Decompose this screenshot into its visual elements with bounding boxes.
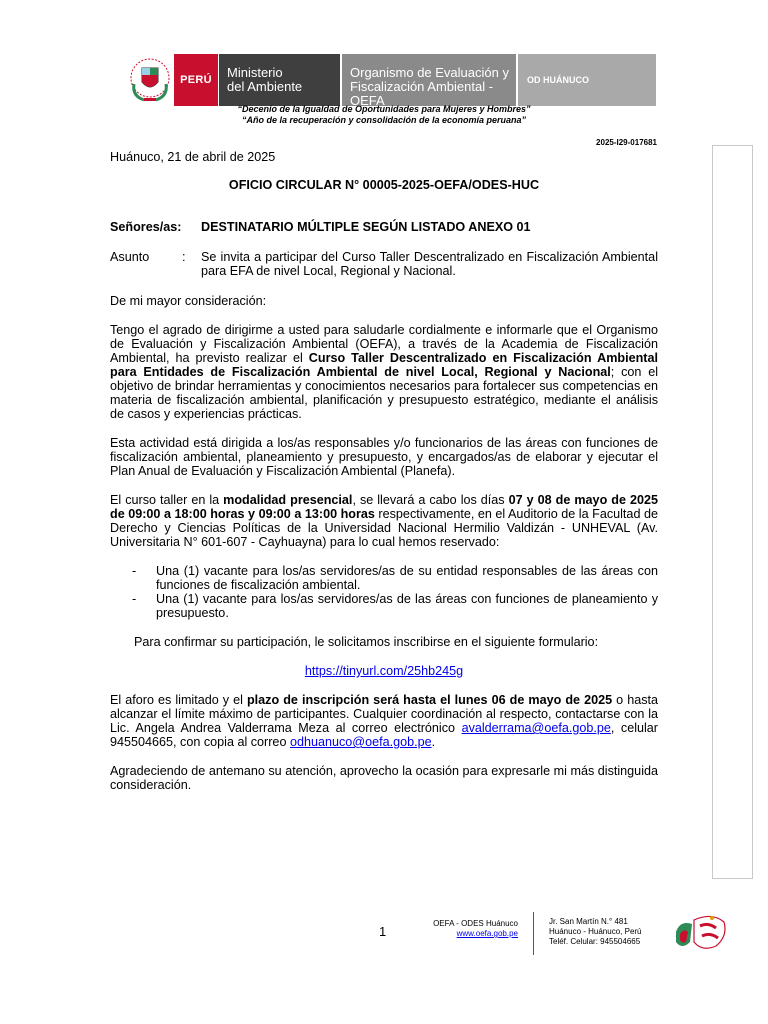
bullet-dash: -: [132, 564, 137, 578]
paragraph-2: Esta actividad está dirigida a los/as responsables y/o funcionarios de las áreas con funciones de fiscalización ambiental, planeamiento y presupuesto, y encargados/as de elaborar y ejecutar el Plan Anual de Evaluación y Fiscalización Ambiental (Planefa).: [110, 436, 658, 478]
coat-of-arms-icon: [128, 54, 172, 106]
paragraph-1: [110, 323, 658, 421]
recipient-row: [110, 220, 658, 234]
list-item-text: Una (1) vacante para los/as servidores/as de las áreas con funciones de planeamiento y presupuesto.: [156, 592, 658, 620]
contact-email-link[interactable]: avalderrama@oefa.gob.pe: [461, 721, 611, 735]
letter-body: [110, 150, 658, 807]
decade-motto: “Decenio de la Igualdad de Oportunidades para Mujeres y Hombres”: [237, 104, 531, 114]
paragraph-3-text-a: El curso taller en la: [110, 493, 224, 507]
subject-colon: :: [182, 250, 186, 264]
peru-label: PERÚ: [174, 54, 218, 106]
website-link[interactable]: www.oefa.gob.pe: [456, 929, 518, 938]
footer-office-block: [360, 919, 518, 939]
list-item-text: Una (1) vacante para los/as servidores/as de su entidad responsables de las áreas con funciones de fiscalización ambiental.: [156, 564, 658, 592]
paragraph-1-text-c: ; con el objetivo de brindar herramientas y conocimientos necesarios para fortalecer sus competencias en materia de fiscalización ambiental, planificación y presupuesto estratégico, mediante el análisis de casos y experiencias prácticas.: [110, 365, 658, 421]
side-panel: [712, 145, 753, 879]
recipient-label: Señores/as:: [110, 220, 182, 234]
ministry-line-2: del Ambiente: [227, 79, 303, 94]
closing: Agradeciendo de antemano su atención, aprovecho la ocasión para expresarle mi más distinguida consideración.: [110, 764, 658, 792]
footer-divider: [533, 912, 534, 955]
course-name: Curso Taller Descentralizado en Fiscalización Ambiental para Entidades de Fiscalización Ambiental de nivel Local, Regional y Nacional: [110, 351, 658, 379]
paragraph-3: [110, 493, 658, 549]
list-item: [110, 592, 658, 620]
registration-deadline: plazo de inscripción será hasta el lunes 06 de mayo de 2025: [246, 693, 613, 707]
paragraph-3-text-c: , se llevará a cabo los días: [352, 493, 509, 507]
recipient-value: DESTINATARIO MÚLTIPLE SEGÚN LISTADO ANEXO 01: [201, 220, 531, 234]
paragraph-1-text-a: Tengo el agrado de dirigirme a usted para saludarle cordialmente e informarle que el Organismo de Evaluación y Fiscalización Ambiental (OEFA), a través de la Academia de Fiscalización Ambiental, ha previsto realizar el: [110, 323, 658, 365]
vacancy-list: [110, 564, 658, 620]
oefa-line-2: Fiscalización Ambiental - OEFA: [350, 79, 494, 108]
list-item: [110, 564, 658, 592]
greeting: De mi mayor consideración:: [110, 294, 267, 308]
page-number: 1: [379, 924, 387, 939]
address-line-1: Jr. San Martín N.° 481: [549, 917, 628, 926]
oefa-line-1: Organismo de Evaluación y: [350, 65, 509, 80]
address-line-2: Huánuco - Huánuco, Perú: [549, 927, 642, 936]
ministry-label: [218, 54, 340, 106]
form-link-row: [110, 664, 658, 678]
year-motto: “Año de la recuperación y consolidación de la economía peruana”: [241, 115, 527, 125]
ministry-line-1: Ministerio: [227, 65, 283, 80]
office-label: OD HUÁNUCO: [518, 54, 656, 106]
letter-title: OFICIO CIRCULAR N° 00005-2025-OEFA/ODES-HUC: [228, 178, 540, 192]
footer-address-block: [549, 917, 642, 947]
footer-office: OEFA - ODES Huánuco: [433, 919, 518, 928]
letter-date: Huánuco, 21 de abril de 2025: [110, 150, 276, 164]
letterhead: [128, 54, 656, 106]
subject-label: Asunto: [110, 250, 150, 264]
copy-email-link[interactable]: odhuanuco@oefa.gob.pe: [289, 735, 432, 749]
form-link[interactable]: https://tinyurl.com/25hb245g: [304, 664, 464, 678]
paragraph-4-text-c: o hasta alcanzar el límite máximo de participantes. Cualquier coordinación al respecto, contactarse con la Lic. Angela Andrea Valderrama Meza al correo electrónico: [110, 693, 658, 735]
bullet-dash: -: [132, 592, 137, 606]
paragraph-4-text-a: El aforo es limitado y el: [110, 693, 247, 707]
course-dates: 07 y 08 de mayo de 2025 de 09:00 a 18:00 horas y 09:00 a 13:00 horas: [110, 493, 658, 521]
document-code: 2025-I29-017681: [596, 138, 657, 147]
oefa-label: [342, 54, 516, 106]
subject-row: [110, 250, 658, 278]
decade-mottos: [0, 104, 768, 126]
modality: modalidad presencial: [223, 493, 353, 507]
phone: Teléf. Celular: 945504665: [549, 937, 641, 946]
paragraph-4: [110, 693, 658, 749]
subject-text: Se invita a participar del Curso Taller Descentralizado en Fiscalización Ambiental para EFA de nivel Local, Regional y Nacional.: [201, 250, 658, 278]
paragraph-4-text-e: .: [431, 735, 436, 749]
paragraph-3-text-e: respectivamente, en el Auditorio de la Facultad de Derecho y Ciencias Políticas de la Universidad Nacional Hermilio Valdizán - UNHEVAL (Av. Universitaria N° 601-607 - Cayhuayna) para lo cual hemos reservado:: [110, 507, 658, 549]
peru-brand-logo-icon: [672, 912, 730, 956]
paragraph-4-text-d: , celular 945504665, con copia al correo: [110, 721, 658, 749]
page-footer: [0, 912, 768, 962]
confirm-text: Para confirmar su participación, le solicitamos inscribirse en el siguiente formulario:: [134, 635, 599, 649]
